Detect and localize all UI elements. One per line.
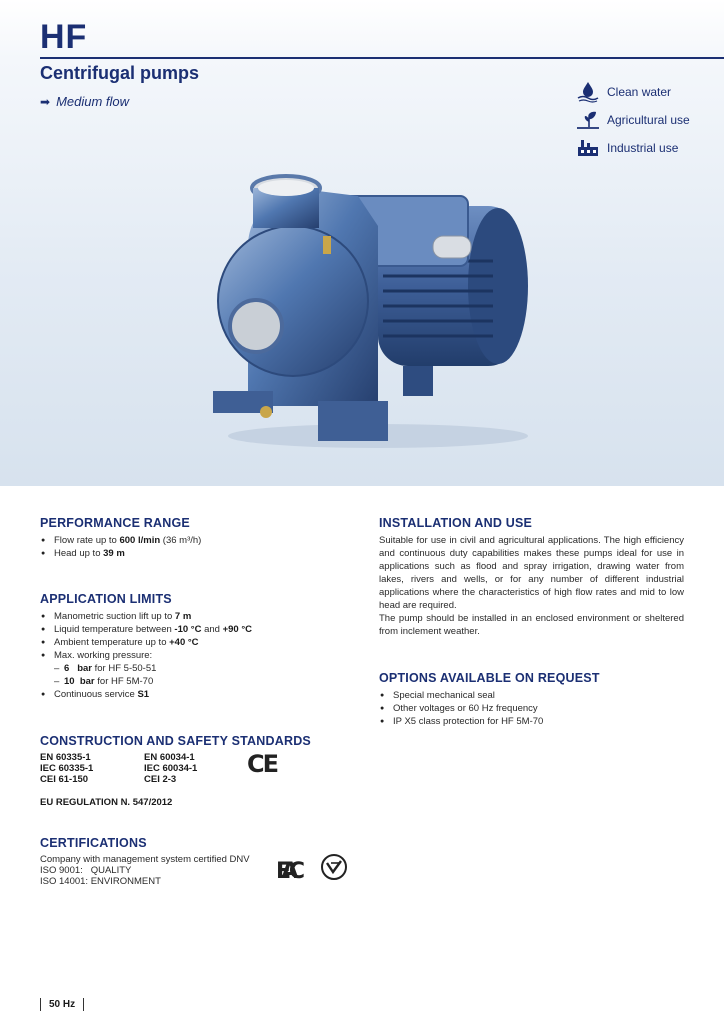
water-drop-icon [575,81,601,103]
certifications-title: CERTIFICATIONS [40,836,147,850]
factory-icon [575,137,601,159]
standard-item: CEI 2-3 [144,774,177,785]
pump-image [208,166,538,456]
page-footer [40,998,84,1011]
use-label: Clean water [607,85,672,99]
list-item: ● Flow rate up to 600 l/min (36 m³/h) [40,534,330,547]
divider [40,998,41,1011]
flow-text: Medium flow [56,94,130,109]
ce-mark-logo: CE [247,750,278,778]
standards-title: CONSTRUCTION AND SAFETY STANDARDS [40,734,311,748]
installation-section [379,516,684,638]
svg-text:EAC: EAC [276,859,305,882]
arrow-right-icon: ➡ [40,94,51,109]
limits-title: APPLICATION LIMITS [40,592,172,606]
title-divider [40,57,724,59]
eu-regulation: EU REGULATION N. 547/2012 [40,797,173,808]
list-item: ● Ambient temperature up to +40 °C [40,636,340,649]
list-item: ● IP X5 class protection for HF 5M-70 [379,715,684,728]
cert-line: ISO 9001: QUALITY [40,865,132,876]
list-item: ● Liquid temperature between -10 °C and +90 °C [40,623,340,636]
use-clean-water [575,78,690,106]
flow-label [40,94,129,109]
standards-list [40,752,340,785]
installation-text: The pump should be installed in an enclosed environment or sheltered from inclement weather. [379,613,684,637]
list-item: ● Other voltages or 60 Hz frequency [379,702,684,715]
use-label: Industrial use [607,141,679,155]
performance-title: PERFORMANCE RANGE [40,516,190,530]
installation-title: INSTALLATION AND USE [379,516,533,530]
standards-section [40,734,340,808]
standard-item: CEI 61-150 [40,774,89,785]
use-industrial [575,134,690,162]
list-item: ● Max. working pressure: [40,649,340,662]
divider [83,998,84,1011]
use-agricultural [575,106,690,134]
use-list [575,78,690,162]
options-title: OPTIONS AVAILABLE ON REQUEST [379,671,600,685]
plant-icon [575,109,601,131]
standard-item: IEC 60335-1 [40,763,94,774]
standard-item: EN 60335-1 [40,752,91,763]
standard-item: EN 60034-1 [144,752,195,763]
list-item: ● Continuous service S1 [40,688,340,701]
cert-line: Company with management system certified DNV [40,854,250,865]
standard-item: IEC 60034-1 [144,763,198,774]
limits-section [40,592,340,701]
frequency-label: 50 Hz [49,999,76,1010]
performance-section [40,516,330,560]
list-item: ● Manometric suction lift up to 7 m [40,610,340,623]
list-subitem: – 10 bar for HF 5M-70 [40,675,340,688]
list-item: ● Special mechanical seal [379,689,684,702]
page-subtitle: Centrifugal pumps [40,63,200,83]
quality-mark-icon [320,853,348,886]
list-item: ● Head up to 39 m [40,547,330,560]
eac-mark-logo [276,856,306,887]
use-label: Agricultural use [607,113,690,127]
installation-text: Suitable for use in civil and agricultural applications. The high efficiency and continuous duty capabilities makes these pumps ideal for use in applications such as flood and spray irrigation, drawing water from lakes, rivers and wells, or for any number of different industrial applications where the characteristics of high flow rates and mid to low head are required. [379,535,684,611]
cert-line: ISO 14001: ENVIRONMENT [40,876,161,887]
options-section [379,671,684,728]
list-subitem: – 6 bar for HF 5-50-51 [40,662,340,675]
model-title: HF [40,18,88,56]
